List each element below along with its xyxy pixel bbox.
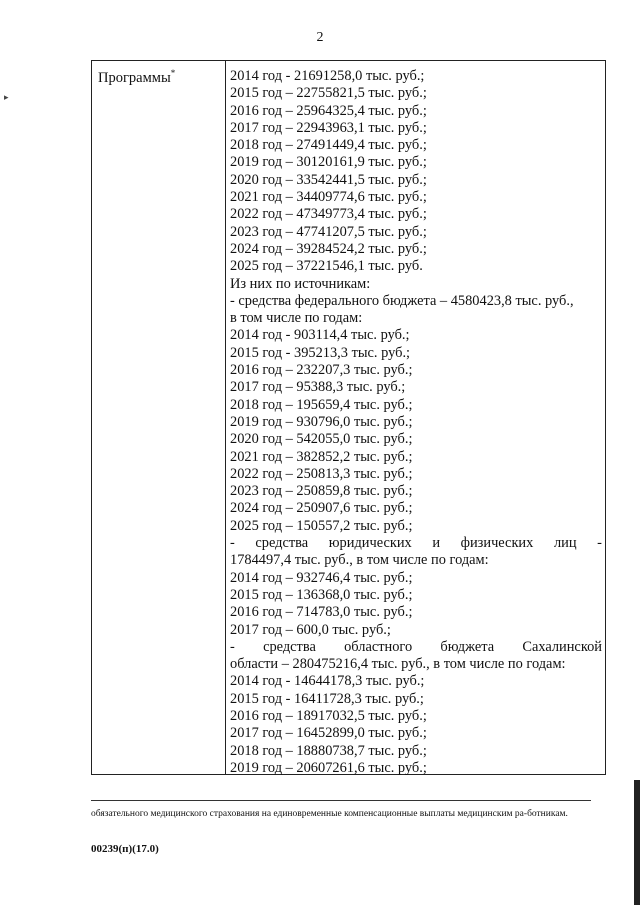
text-line: 2017 год – 22943963,1 тыс. руб.; — [230, 119, 427, 136]
text-line: 2018 год – 27491449,4 тыс. руб.; — [230, 137, 427, 154]
document-code: 00239(п)(17.0) — [91, 843, 159, 855]
justified-word: - — [597, 535, 602, 552]
text-line: 2018 год – 195659,4 тыс. руб.; — [230, 396, 413, 413]
page-number: 2 — [316, 30, 324, 45]
text-line: 2022 год – 250813,3 тыс. руб.; — [230, 465, 413, 482]
text-line: 2019 год – 20607261,6 тыс. руб.; — [230, 759, 427, 776]
text-line: 2023 год – 47741207,5 тыс. руб.; — [230, 223, 427, 240]
justified-word: лиц — [553, 535, 577, 552]
justified-word: - — [230, 638, 235, 655]
text-line: 2019 год – 30120161,9 тыс. руб.; — [230, 154, 427, 171]
text-line: 2024 год – 250907,6 тыс. руб.; — [230, 500, 413, 517]
text-line: 2021 год – 34409774,6 тыс. руб.; — [230, 189, 427, 206]
justified-word: средства — [263, 638, 316, 655]
footnote-rule — [91, 800, 591, 801]
justified-word: Сахалинской — [522, 638, 602, 655]
text-line: 2017 год – 600,0 тыс. руб.; — [230, 621, 391, 638]
text-line: - средства федерального бюджета – 4580423,8 тыс. руб., — [230, 292, 574, 309]
text-line: 2024 год – 39284524,2 тыс. руб.; — [230, 240, 427, 257]
text-line: 2017 год – 95388,3 тыс. руб.; — [230, 379, 406, 396]
text-line: 2020 год – 33542441,5 тыс. руб.; — [230, 171, 427, 188]
funding-details — [230, 68, 602, 777]
text-line: 2015 год – 136368,0 тыс. руб.; — [230, 586, 413, 603]
text-line: 2025 год – 150557,2 тыс. руб.; — [230, 517, 413, 534]
text-line: 2023 год – 250859,8 тыс. руб.; — [230, 483, 413, 500]
text-line: 2021 год – 382852,2 тыс. руб.; — [230, 448, 413, 465]
footnote: обязательного медицинского страхования на единовременные компенсационные выплаты медицинским ра-ботникам. — [91, 809, 568, 819]
text-line: 2020 год – 542055,0 тыс. руб.; — [230, 431, 413, 448]
text-line: 2019 год – 930796,0 тыс. руб.; — [230, 413, 413, 430]
scan-edge — [634, 780, 640, 905]
justified-word: - — [230, 535, 235, 552]
justified-word: бюджета — [440, 638, 495, 655]
text-line: 2016 год – 232207,3 тыс. руб.; — [230, 362, 413, 379]
text-line: 2015 год - 16411728,3 тыс. руб.; — [230, 690, 424, 707]
text-line: 1784497,4 тыс. руб., в том числе по годам: — [230, 552, 489, 569]
program-label-text: Программы — [98, 69, 171, 86]
scan-mark: ▸ — [4, 92, 9, 102]
program-label — [98, 68, 175, 87]
text-line: 2014 год - 21691258,0 тыс. руб.; — [230, 68, 425, 84]
justified-word: и — [432, 535, 441, 552]
text-line: 2015 год – 22755821,5 тыс. руб.; — [230, 85, 427, 102]
justified-word: физических — [460, 535, 534, 552]
text-line: 2014 год - 903114,4 тыс. руб.; — [230, 327, 410, 344]
justified-word: юридических — [328, 535, 412, 552]
footnote-mark: * — [170, 68, 176, 78]
text-line: 2017 год – 16452899,0 тыс. руб.; — [230, 725, 427, 742]
text-line: 2014 год – 932746,4 тыс. руб.; — [230, 569, 413, 586]
regional-budget-heading — [230, 639, 602, 656]
text-line: 2022 год – 47349773,4 тыс. руб.; — [230, 206, 427, 223]
text-line: области – 280475216,4 тыс. руб., в том числе по годам: — [230, 656, 566, 673]
text-line: 2016 год – 18917032,5 тыс. руб.; — [230, 707, 427, 724]
text-line: 2018 год – 18880738,7 тыс. руб.; — [230, 742, 427, 759]
funding-table — [91, 60, 606, 775]
text-line: 2025 год – 37221546,1 тыс. руб. — [230, 258, 423, 275]
text-line: 2016 год – 714783,0 тыс. руб.; — [230, 604, 413, 621]
text-line: Из них по источникам: — [230, 275, 371, 292]
justified-word: областного — [344, 638, 413, 655]
justified-word: средства — [255, 535, 309, 552]
text-line: 2014 год - 14644178,3 тыс. руб.; — [230, 673, 425, 690]
column-divider — [225, 61, 226, 774]
text-line: в том числе по годам: — [230, 310, 363, 327]
text-line: 2016 год – 25964325,4 тыс. руб.; — [230, 102, 427, 119]
legal-entities-heading — [230, 535, 602, 552]
text-line: 2015 год - 395213,3 тыс. руб.; — [230, 344, 411, 361]
